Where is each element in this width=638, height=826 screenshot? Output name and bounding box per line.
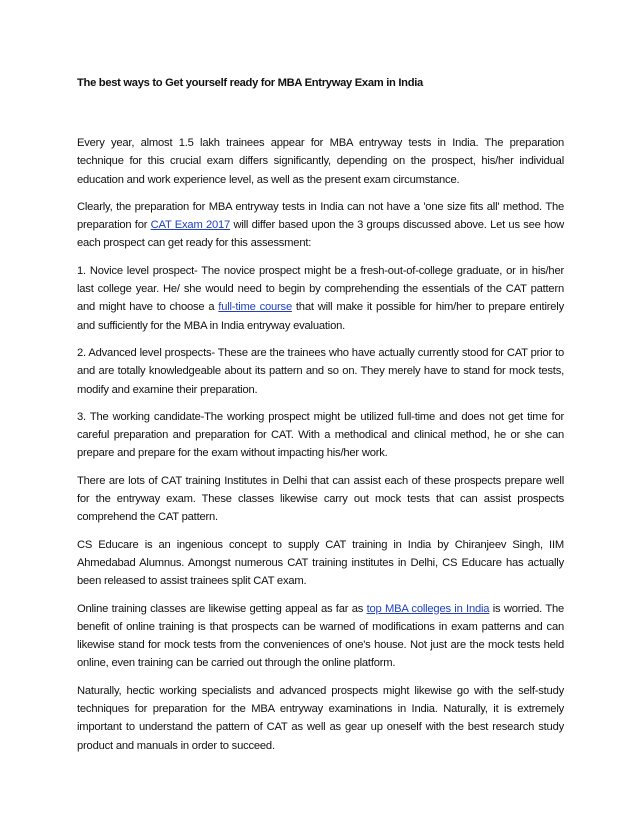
top-mba-colleges-link[interactable]: top MBA colleges in India — [366, 602, 490, 615]
paragraph-intro: Every year, almost 1.5 lakh trainees appear for MBA entryway tests in India. The preparation technique for this crucial exam differs significantly, depending on the prospect, his/her individual education and work experience level, as well as the present exam circumstance. — [77, 137, 564, 186]
paragraph-text: is worried. The benefit of online training is that prospects can be warned of modifications in exam patterns and can likewise stand for mock tests from the conveniences of one's house. Not just are the mock tests held online, even training can be carried out through the online platform. — [77, 602, 564, 670]
document-title: The best ways to Get yourself ready for MBA Entryway Exam in India — [77, 77, 423, 89]
paragraph-cs-educare: CS Educare is an ingenious concept to supply CAT training in India by Chiranjeev Singh, IIM Ahmedabad Alumnus. Amongst numerous CAT training institutes in Delhi, CS Educare has actually been released to assist trainees split CAT exam. — [77, 538, 564, 588]
full-time-course-link[interactable]: full-time course — [218, 301, 292, 314]
paragraph-preparation-approach — [77, 198, 564, 253]
paragraph-text: Online training classes are likewise getting appeal as far as — [77, 602, 367, 615]
paragraph-text: will differ based upon the 3 groups discussed above. Let us see how each prospect can get ready for this assessment: — [77, 219, 564, 250]
cat-exam-2017-link[interactable]: CAT Exam 2017 — [150, 219, 231, 232]
paragraph-advanced-prospects: 2. Advanced level prospects- These are the trainees who have actually currently stood for CAT prior to and are totally knowledgeable about its pattern and so on. They merely have to stand for mock tests, modify and examine their preparation. — [77, 346, 564, 396]
paragraph-text: Clearly, the preparation for MBA entryway tests in India can not have a 'one size fits all' method. The preparation for — [77, 200, 564, 232]
paragraph-text: 1. Novice level prospect- The novice prospect might be a fresh-out-of-college graduate, or in his/her last college year. He/ she would need to begin by comprehending the essentials of the CAT pattern and might have to choose a — [77, 264, 564, 314]
paragraph-online-training — [77, 600, 564, 673]
paragraph-text: that will make it possible for him/her to prepare entirely and sufficiently for the MBA in India entryway evaluation. — [77, 301, 564, 332]
paragraph-working-candidate: 3. The working candidate-The working prospect might be utilized full-time and does not get time for careful preparation and preparation for CAT. With a methodical and clinical method, he or she can prepare and prepare for the exam without impacting his/her work. — [77, 410, 564, 460]
paragraph-self-study: Naturally, hectic working specialists and advanced prospects might likewise go with the self-study techniques for preparation for the MBA entryway examinations in India. Naturally, it is extremely important to understand the pattern of CAT as well as gear up oneself with the best research study product and manuals in order to succeed. — [77, 684, 564, 752]
paragraph-novice-prospect — [77, 262, 564, 335]
paragraph-training-institutes: There are lots of CAT training Institutes in Delhi that can assist each of these prospects prepare well for the entryway exam. These classes likewise carry out mock tests that can assist prospects comprehend the CAT pattern. — [77, 474, 564, 524]
